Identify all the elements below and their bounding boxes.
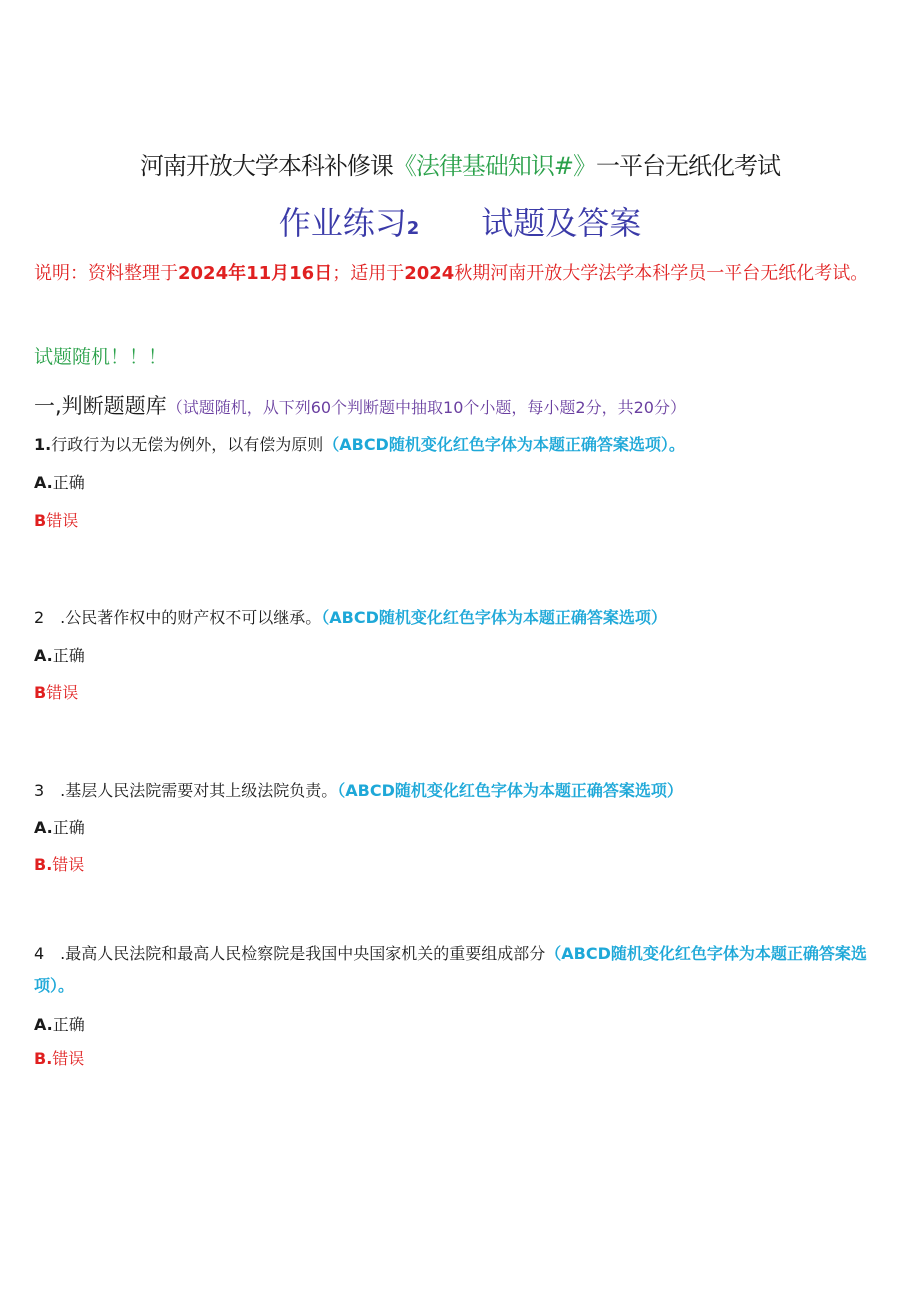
question-3 (34, 778, 683, 801)
section-title: 一,判断题题库 (34, 394, 167, 418)
option-text: 正确 (52, 646, 85, 665)
description-note (34, 256, 894, 292)
option-key: A. (34, 1015, 53, 1034)
option-key: B (34, 511, 47, 530)
question-number: 3 . (34, 781, 66, 800)
option-key: B (34, 683, 47, 702)
question-3-option-a[interactable] (34, 815, 85, 838)
note-date: 2024年11月16日 (178, 263, 333, 284)
question-number: 1. (34, 435, 52, 454)
document-subtitle (0, 198, 920, 244)
question-4-option-b[interactable] (34, 1046, 84, 1069)
note-term: 2024 (404, 263, 455, 284)
answer-hint: （ABCD随机变化红色字体为本题正确答案选项）。 (323, 435, 685, 454)
document-title (0, 146, 920, 181)
note-middle: ；适用于 (332, 263, 405, 284)
question-1-option-b[interactable] (34, 508, 78, 531)
question-text: 最高人民法院和最高人民检察院是我国中央国家机关的重要组成部分 (65, 944, 546, 963)
question-3-option-b[interactable] (34, 852, 84, 875)
option-key: A. (34, 473, 53, 492)
question-text: 基层人民法院需要对其上级法院负责。 (65, 781, 338, 800)
note-suffix: 秋期河南开放大学法学本科学员一平台无纸化考试。 (454, 263, 869, 284)
question-1 (34, 432, 685, 455)
title-course-name: 《法律基础知识#》 (392, 152, 597, 180)
option-key: A. (34, 646, 53, 665)
title-suffix: 一平台无纸化考试 (596, 152, 781, 180)
question-text: 公民著作权中的财产权不可以继承。 (65, 608, 322, 627)
option-text: 错误 (46, 511, 79, 530)
option-text: 错误 (52, 855, 85, 874)
option-key: B. (34, 1049, 53, 1068)
question-2-option-b[interactable] (34, 680, 78, 703)
subtitle-number: 2 (406, 218, 420, 239)
section-subtitle: （试题随机，从下列60个判断题中抽取10个小题，每小题2分，共20分） (166, 398, 686, 417)
option-key: B. (34, 855, 53, 874)
option-text: 错误 (52, 1049, 85, 1068)
question-1-option-a[interactable] (34, 470, 85, 493)
answer-hint: （ABCD随机变化红色字体为本题正确答案选项） (337, 781, 683, 800)
note-prefix: 说明：资料整理于 (34, 263, 178, 284)
random-notice: 试题随机！！！ (34, 346, 168, 368)
subtitle-part-b: 试题及答案 (481, 204, 642, 242)
title-prefix: 河南开放大学本科补修课 (139, 152, 393, 180)
question-4 (34, 938, 890, 1002)
question-4-option-a[interactable] (34, 1012, 85, 1035)
option-text: 正确 (52, 1015, 85, 1034)
question-text: 行政行为以无偿为例外，以有偿为原则 (51, 435, 324, 454)
option-text: 正确 (52, 473, 85, 492)
answer-hint: （ABCD随机变化红色字体为本题正确答案选项）。 (34, 944, 867, 995)
question-2 (34, 605, 667, 628)
subtitle-part-a: 作业练习 (278, 204, 407, 242)
option-key: A. (34, 818, 53, 837)
option-text: 正确 (52, 818, 85, 837)
question-number: 4 . (34, 944, 66, 963)
question-2-option-a[interactable] (34, 643, 85, 666)
answer-hint: （ABCD随机变化红色字体为本题正确答案选项） (321, 608, 667, 627)
question-number: 2 . (34, 608, 66, 627)
option-text: 错误 (46, 683, 79, 702)
section-heading (34, 390, 686, 420)
